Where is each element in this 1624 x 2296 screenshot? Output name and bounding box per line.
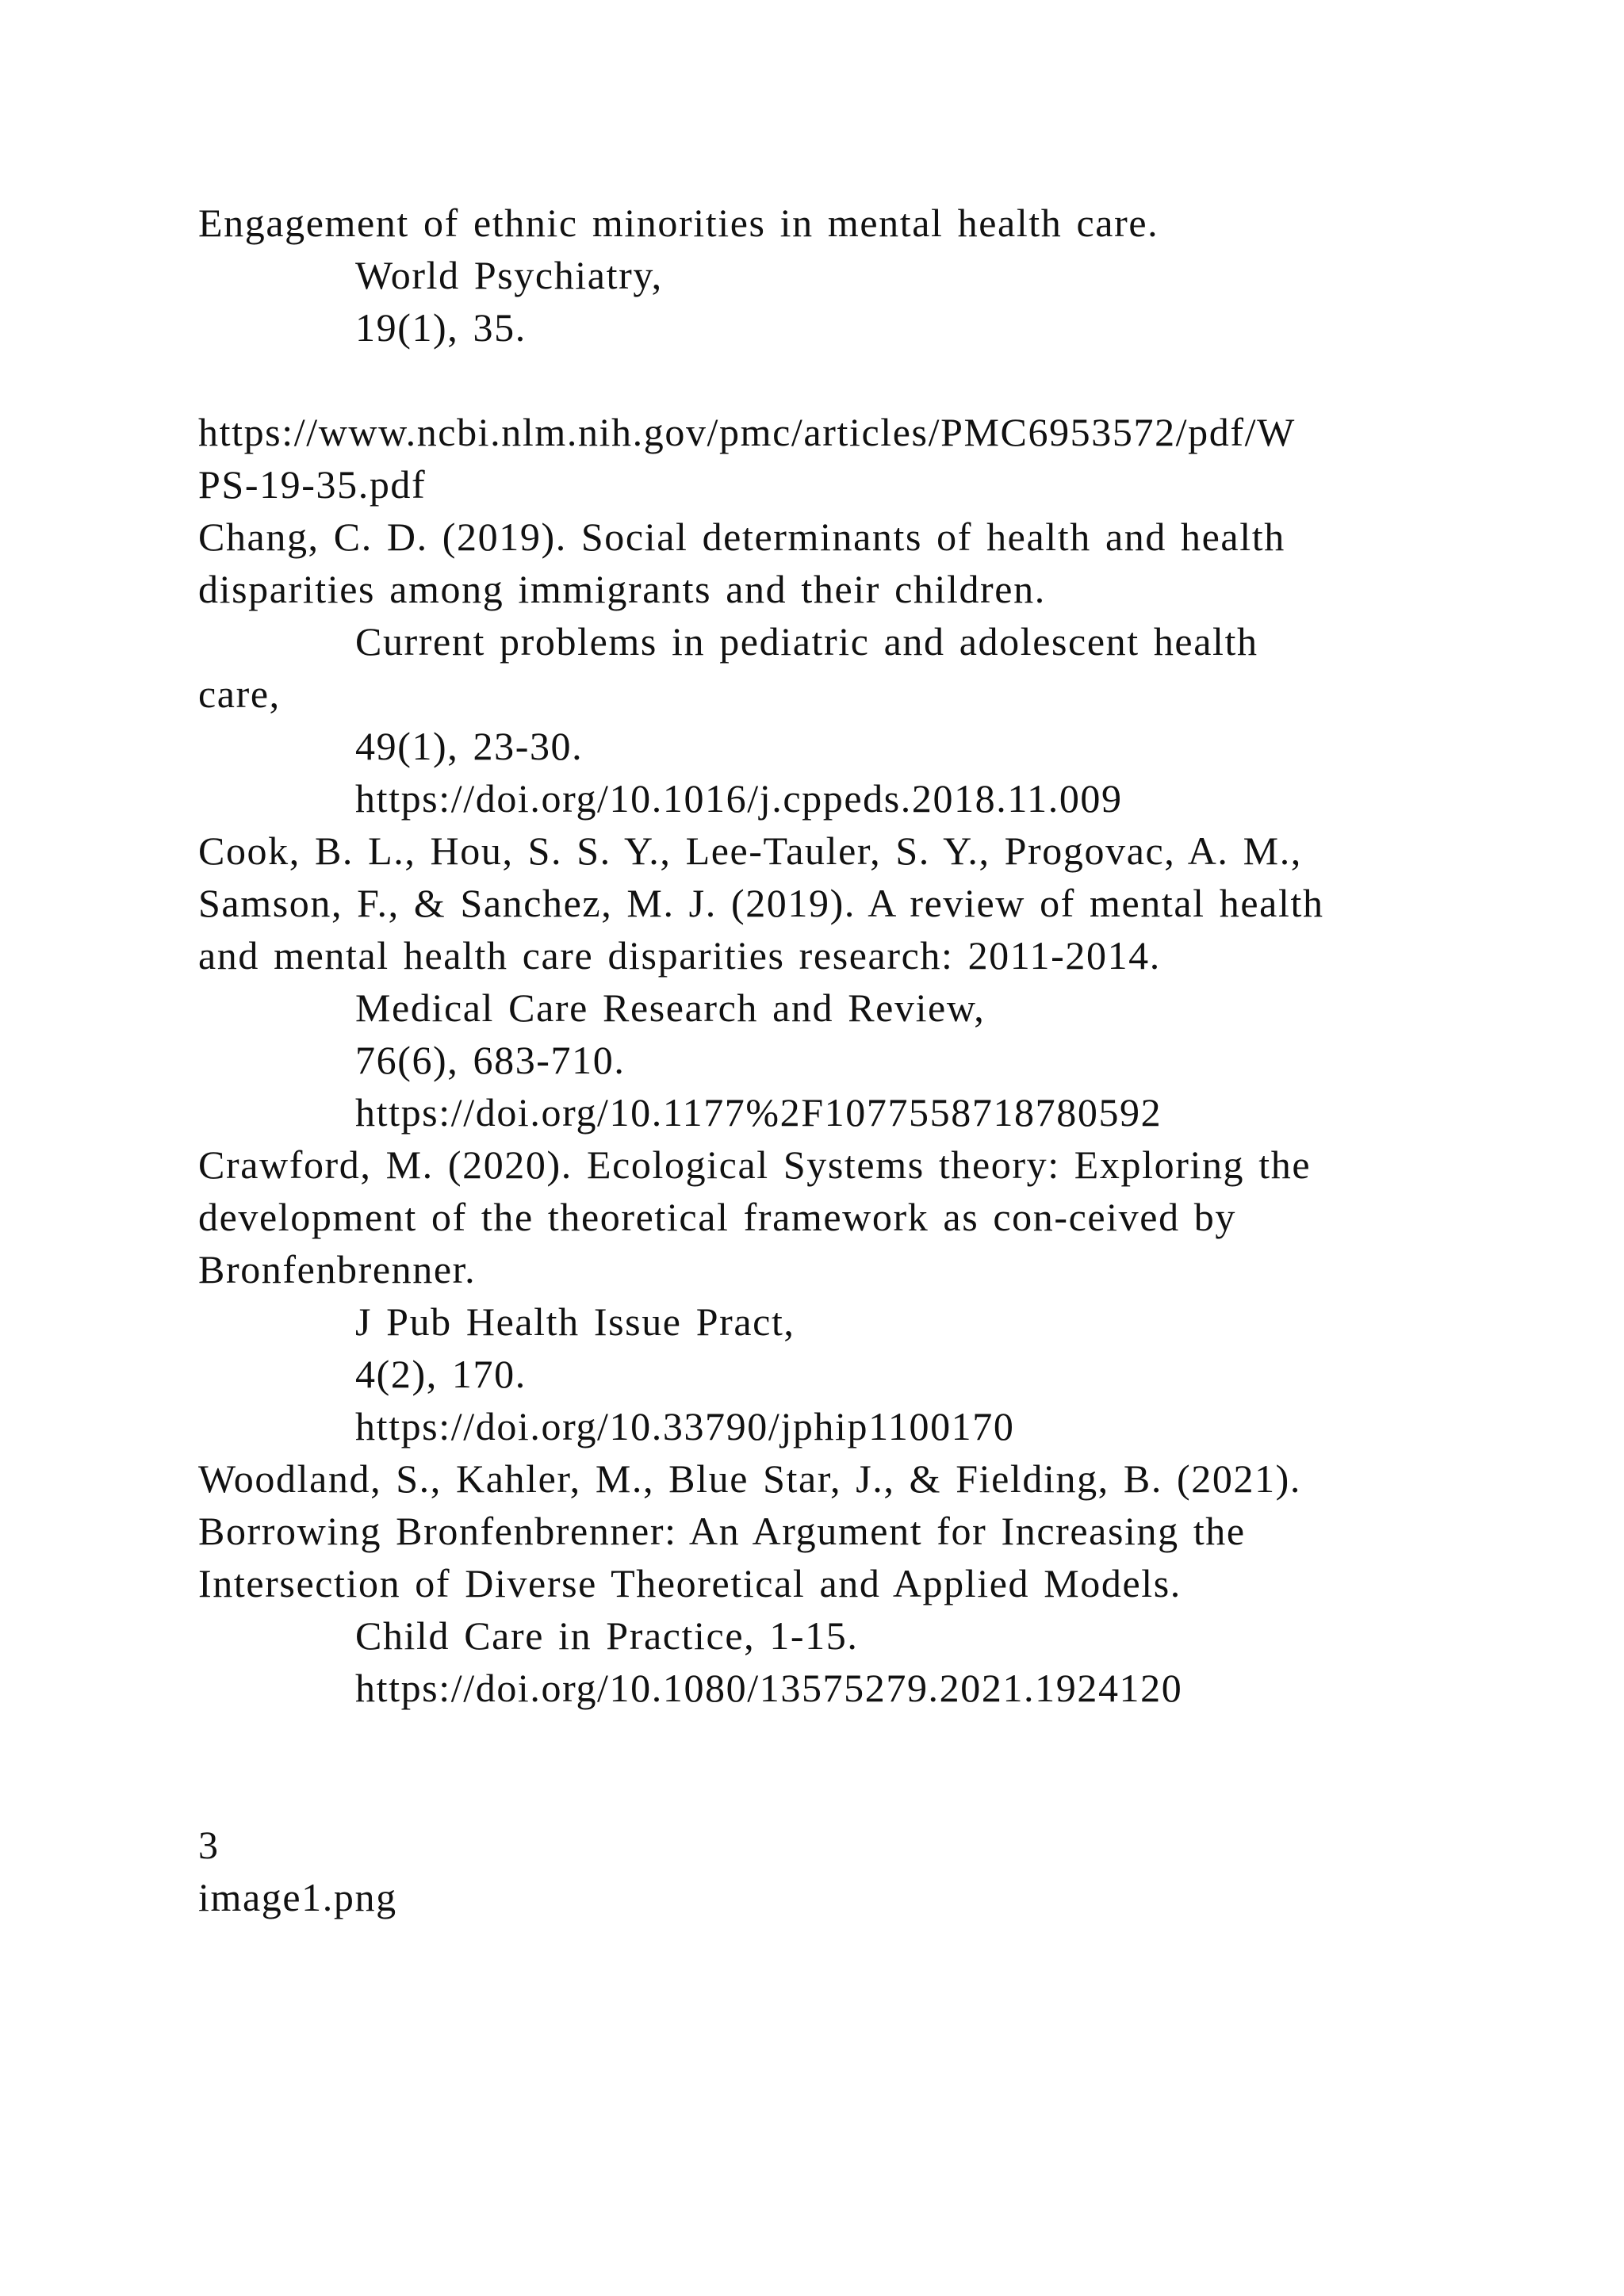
reference-line: development of the theoretical framework as con-ceived by [198,1195,1236,1239]
reference-line: Current problems in pediatric and adolescent health [355,619,1258,664]
reference-url: PS-19-35.pdf [198,462,427,507]
reference-line: Child Care in Practice, 1-15. [355,1613,859,1658]
reference-line: disparities among immigrants and their children. [198,567,1046,611]
reference-url: https://doi.org/10.1016/j.cppeds.2018.11.009 [355,776,1123,821]
reference-line: Cook, B. L., Hou, S. S. Y., Lee-Tauler, S. Y., Progovac, A. M., [198,828,1302,873]
image-caption: image1.png [198,1875,397,1919]
reference-url: https://www.ncbi.nlm.nih.gov/pmc/articles/PMC6953572/pdf/W [198,410,1296,454]
reference-line: Samson, F., & Sanchez, M. J. (2019). A review of mental health [198,881,1324,925]
reference-url: https://doi.org/10.1177%2F1077558718780592 [355,1090,1162,1135]
reference-line: and mental health care disparities research: 2011-2014. [198,933,1161,978]
reference-url: https://doi.org/10.1080/13575279.2021.1924120 [355,1666,1183,1710]
reference-line: 49(1), 23-30. [355,724,584,768]
reference-line: 19(1), 35. [355,305,527,350]
reference-line: Intersection of Diverse Theoretical and Applied Models. [198,1561,1182,1605]
reference-line: care, [198,672,281,716]
reference-line: 76(6), 683-710. [355,1038,626,1082]
reference-line: Woodland, S., Kahler, M., Blue Star, J., & Fielding, B. (2021). [198,1456,1302,1501]
reference-line: J Pub Health Issue Pract, [355,1299,795,1344]
reference-line: World Psychiatry, [355,253,663,297]
reference-url: https://doi.org/10.33790/jphip1100170 [355,1404,1015,1448]
reference-line: Engagement of ethnic minorities in mental health care. [198,201,1159,245]
reference-line: Medical Care Research and Review, [355,985,986,1030]
reference-line: 4(2), 170. [355,1352,527,1396]
reference-line: Bronfenbrenner. [198,1247,477,1292]
reference-line: Chang, C. D. (2019). Social determinants of health and health [198,515,1285,559]
reference-line: Crawford, M. (2020). Ecological Systems theory: Exploring the [198,1142,1312,1187]
page-number: 3 [198,1823,220,1867]
reference-line: Borrowing Bronfenbrenner: An Argument for Increasing the [198,1509,1246,1553]
